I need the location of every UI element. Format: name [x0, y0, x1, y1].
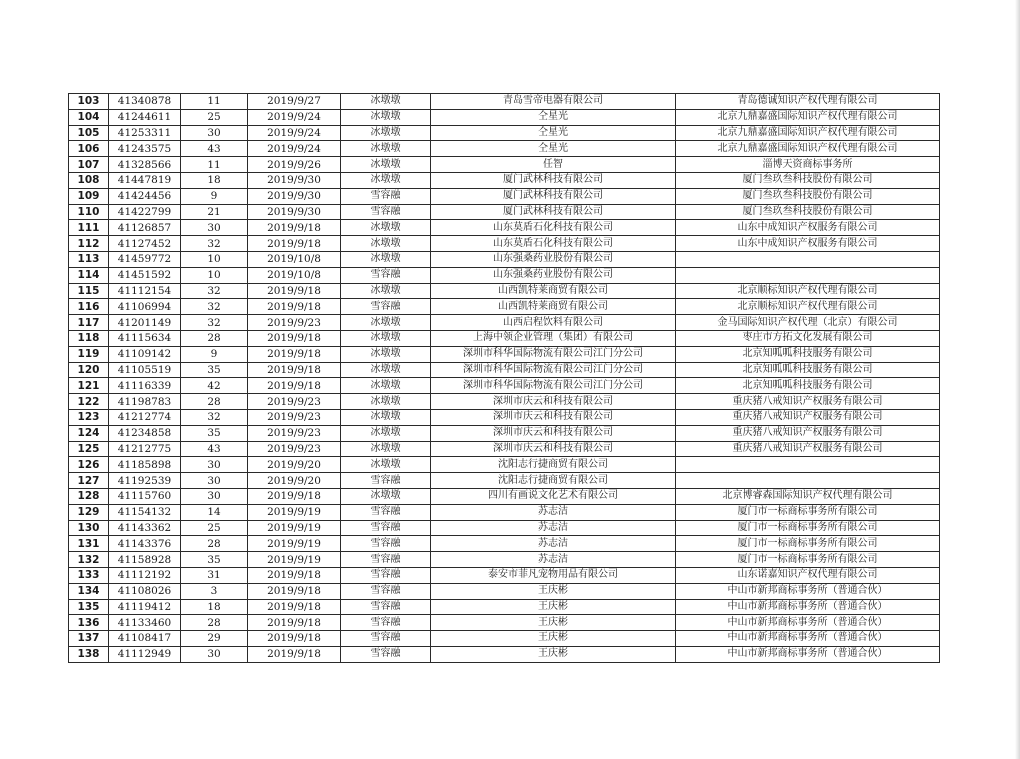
cell-applicant: 王庆彬 — [431, 599, 676, 615]
table-row — [69, 409, 940, 425]
cell-seq: 117 — [69, 315, 109, 331]
cell-registration-number: 41424456 — [109, 188, 181, 204]
cell-trademark: 雪容融 — [341, 188, 431, 204]
cell-trademark: 冰墩墩 — [341, 394, 431, 410]
cell-class: 10 — [181, 267, 248, 283]
table-row — [69, 251, 940, 267]
cell-applicant: 王庆彬 — [431, 646, 676, 662]
cell-seq: 130 — [69, 520, 109, 536]
cell-seq: 134 — [69, 583, 109, 599]
cell-registration-number: 41340878 — [109, 94, 181, 110]
cell-class: 32 — [181, 283, 248, 299]
cell-trademark: 冰墩墩 — [341, 251, 431, 267]
cell-trademark: 雪容融 — [341, 504, 431, 520]
cell-agent: 北京知呱呱科技服务有限公司 — [676, 378, 940, 394]
cell-trademark: 雪容融 — [341, 599, 431, 615]
cell-applicant: 山西凯特莱商贸有限公司 — [431, 299, 676, 315]
cell-applicant: 上海中领企业管理（集团）有限公司 — [431, 330, 676, 346]
cell-class: 30 — [181, 473, 248, 489]
cell-trademark: 冰墩墩 — [341, 457, 431, 473]
cell-applicant: 任智 — [431, 157, 676, 173]
cell-agent: 北京顺标知识产权代理有限公司 — [676, 299, 940, 315]
cell-registration-number: 41253311 — [109, 125, 181, 141]
cell-agent: 北京知呱呱科技服务有限公司 — [676, 362, 940, 378]
table-body — [69, 94, 940, 663]
cell-trademark: 冰墩墩 — [341, 488, 431, 504]
cell-seq: 108 — [69, 172, 109, 188]
cell-application-date: 2019/9/18 — [248, 299, 341, 315]
table-row — [69, 141, 940, 157]
cell-registration-number: 41459772 — [109, 251, 181, 267]
cell-class: 25 — [181, 109, 248, 125]
cell-class: 28 — [181, 330, 248, 346]
table-row — [69, 394, 940, 410]
cell-class: 30 — [181, 457, 248, 473]
cell-registration-number: 41328566 — [109, 157, 181, 173]
cell-trademark: 冰墩墩 — [341, 157, 431, 173]
cell-applicant: 深圳市科华国际物流有限公司江门分公司 — [431, 362, 676, 378]
cell-applicant: 仝星光 — [431, 141, 676, 157]
cell-seq: 127 — [69, 473, 109, 489]
cell-seq: 137 — [69, 631, 109, 647]
cell-agent: 枣庄市方拓文化发展有限公司 — [676, 330, 940, 346]
cell-application-date: 2019/9/23 — [248, 425, 341, 441]
table-row — [69, 267, 940, 283]
cell-seq: 136 — [69, 615, 109, 631]
table-row — [69, 378, 940, 394]
table-row — [69, 188, 940, 204]
table-row — [69, 315, 940, 331]
cell-registration-number: 41143362 — [109, 520, 181, 536]
cell-registration-number: 41243575 — [109, 141, 181, 157]
cell-seq: 118 — [69, 330, 109, 346]
cell-seq: 105 — [69, 125, 109, 141]
cell-agent: 厦门叁玖叁科技股份有限公司 — [676, 204, 940, 220]
cell-registration-number: 41112949 — [109, 646, 181, 662]
cell-class: 28 — [181, 615, 248, 631]
cell-seq: 121 — [69, 378, 109, 394]
cell-class: 25 — [181, 520, 248, 536]
cell-application-date: 2019/9/18 — [248, 378, 341, 394]
cell-application-date: 2019/9/20 — [248, 457, 341, 473]
cell-class: 18 — [181, 599, 248, 615]
table-row — [69, 473, 940, 489]
cell-class: 32 — [181, 315, 248, 331]
cell-applicant: 王庆彬 — [431, 615, 676, 631]
cell-class: 9 — [181, 188, 248, 204]
cell-trademark: 冰墩墩 — [341, 362, 431, 378]
cell-application-date: 2019/9/18 — [248, 346, 341, 362]
cell-seq: 113 — [69, 251, 109, 267]
cell-seq: 114 — [69, 267, 109, 283]
cell-class: 31 — [181, 567, 248, 583]
cell-agent: 重庆猪八戒知识产权服务有限公司 — [676, 394, 940, 410]
table-row — [69, 646, 940, 662]
cell-agent: 山东诺嘉知识产权代理有限公司 — [676, 567, 940, 583]
cell-applicant: 山东强桑药业股份有限公司 — [431, 267, 676, 283]
cell-agent: 北京九鼎嘉盛国际知识产权代理有限公司 — [676, 141, 940, 157]
cell-applicant: 山东莫盾石化科技有限公司 — [431, 236, 676, 252]
cell-agent: 北京博睿森国际知识产权代理有限公司 — [676, 488, 940, 504]
table-row — [69, 125, 940, 141]
cell-seq: 112 — [69, 236, 109, 252]
cell-agent: 中山市新邦商标事务所（普通合伙） — [676, 583, 940, 599]
cell-applicant: 厦门武林科技有限公司 — [431, 204, 676, 220]
cell-seq: 138 — [69, 646, 109, 662]
cell-agent: 青岛德诚知识产权代理有限公司 — [676, 94, 940, 110]
cell-registration-number: 41154132 — [109, 504, 181, 520]
cell-class: 35 — [181, 552, 248, 568]
cell-seq: 132 — [69, 552, 109, 568]
cell-application-date: 2019/9/24 — [248, 109, 341, 125]
cell-applicant: 四川有画说文化艺术有限公司 — [431, 488, 676, 504]
cell-application-date: 2019/10/8 — [248, 267, 341, 283]
cell-application-date: 2019/9/18 — [248, 330, 341, 346]
cell-agent: 中山市新邦商标事务所（普通合伙） — [676, 599, 940, 615]
cell-trademark: 冰墩墩 — [341, 236, 431, 252]
cell-trademark: 雪容融 — [341, 267, 431, 283]
cell-seq: 107 — [69, 157, 109, 173]
cell-agent: 中山市新邦商标事务所（普通合伙） — [676, 615, 940, 631]
cell-application-date: 2019/9/18 — [248, 236, 341, 252]
table-row — [69, 283, 940, 299]
cell-agent: 重庆猪八戒知识产权服务有限公司 — [676, 441, 940, 457]
cell-class: 30 — [181, 125, 248, 141]
cell-class: 18 — [181, 172, 248, 188]
cell-seq: 135 — [69, 599, 109, 615]
cell-application-date: 2019/9/23 — [248, 394, 341, 410]
cell-applicant: 王庆彬 — [431, 631, 676, 647]
cell-seq: 124 — [69, 425, 109, 441]
cell-application-date: 2019/10/8 — [248, 251, 341, 267]
cell-agent: 山东中成知识产权服务有限公司 — [676, 220, 940, 236]
cell-application-date: 2019/9/27 — [248, 94, 341, 110]
cell-trademark: 雪容融 — [341, 473, 431, 489]
cell-applicant: 沈阳志行捷商贸有限公司 — [431, 457, 676, 473]
cell-application-date: 2019/9/18 — [248, 631, 341, 647]
cell-application-date: 2019/9/19 — [248, 536, 341, 552]
cell-agent: 中山市新邦商标事务所（普通合伙） — [676, 646, 940, 662]
cell-agent: 厦门叁玖叁科技股份有限公司 — [676, 188, 940, 204]
cell-class: 35 — [181, 425, 248, 441]
cell-application-date: 2019/9/18 — [248, 362, 341, 378]
cell-trademark: 雪容融 — [341, 299, 431, 315]
cell-registration-number: 41212775 — [109, 441, 181, 457]
cell-applicant: 深圳市庆云和科技有限公司 — [431, 425, 676, 441]
table-row — [69, 346, 940, 362]
cell-agent: 重庆猪八戒知识产权服务有限公司 — [676, 409, 940, 425]
cell-class: 9 — [181, 346, 248, 362]
page-edge-shadow — [1015, 0, 1020, 759]
cell-agent — [676, 251, 940, 267]
cell-applicant: 深圳市庆云和科技有限公司 — [431, 441, 676, 457]
cell-application-date: 2019/9/18 — [248, 283, 341, 299]
cell-application-date: 2019/9/24 — [248, 125, 341, 141]
cell-applicant: 山西启程饮料有限公司 — [431, 315, 676, 331]
cell-trademark: 雪容融 — [341, 520, 431, 536]
cell-applicant: 苏志洁 — [431, 552, 676, 568]
table-row — [69, 631, 940, 647]
cell-agent: 北京九鼎嘉盛国际知识产权代理有限公司 — [676, 125, 940, 141]
cell-class: 29 — [181, 631, 248, 647]
cell-seq: 109 — [69, 188, 109, 204]
table-row — [69, 94, 940, 110]
cell-seq: 126 — [69, 457, 109, 473]
cell-applicant: 苏志洁 — [431, 520, 676, 536]
cell-class: 11 — [181, 94, 248, 110]
cell-agent: 厦门市一标商标事务所有限公司 — [676, 504, 940, 520]
table-row — [69, 504, 940, 520]
cell-registration-number: 41133460 — [109, 615, 181, 631]
cell-application-date: 2019/9/18 — [248, 583, 341, 599]
table-row — [69, 157, 940, 173]
cell-applicant: 青岛雪帝电器有限公司 — [431, 94, 676, 110]
cell-application-date: 2019/9/23 — [248, 315, 341, 331]
cell-seq: 106 — [69, 141, 109, 157]
cell-application-date: 2019/9/23 — [248, 441, 341, 457]
cell-seq: 115 — [69, 283, 109, 299]
cell-agent: 重庆猪八戒知识产权服务有限公司 — [676, 425, 940, 441]
cell-class: 21 — [181, 204, 248, 220]
table-row — [69, 330, 940, 346]
cell-applicant: 山东强桑药业股份有限公司 — [431, 251, 676, 267]
cell-trademark: 雪容融 — [341, 552, 431, 568]
cell-seq: 125 — [69, 441, 109, 457]
cell-class: 43 — [181, 441, 248, 457]
cell-agent: 山东中成知识产权服务有限公司 — [676, 236, 940, 252]
table-row — [69, 425, 940, 441]
cell-seq: 103 — [69, 94, 109, 110]
cell-seq: 119 — [69, 346, 109, 362]
trademark-table — [68, 93, 940, 663]
cell-class: 28 — [181, 394, 248, 410]
cell-registration-number: 41185898 — [109, 457, 181, 473]
cell-class: 32 — [181, 409, 248, 425]
cell-registration-number: 41106994 — [109, 299, 181, 315]
cell-agent: 厦门市一标商标事务所有限公司 — [676, 536, 940, 552]
cell-registration-number: 41112192 — [109, 567, 181, 583]
cell-registration-number: 41192539 — [109, 473, 181, 489]
cell-trademark: 雪容融 — [341, 631, 431, 647]
cell-class: 30 — [181, 646, 248, 662]
cell-registration-number: 41422799 — [109, 204, 181, 220]
cell-class: 28 — [181, 536, 248, 552]
cell-seq: 128 — [69, 488, 109, 504]
cell-trademark: 冰墩墩 — [341, 346, 431, 362]
cell-application-date: 2019/9/24 — [248, 141, 341, 157]
cell-trademark: 冰墩墩 — [341, 109, 431, 125]
cell-class: 30 — [181, 220, 248, 236]
cell-seq: 116 — [69, 299, 109, 315]
cell-class: 42 — [181, 378, 248, 394]
cell-seq: 129 — [69, 504, 109, 520]
cell-agent: 金马国际知识产权代理（北京）有限公司 — [676, 315, 940, 331]
cell-seq: 131 — [69, 536, 109, 552]
table-row — [69, 567, 940, 583]
table-row — [69, 362, 940, 378]
table-row — [69, 552, 940, 568]
cell-seq: 120 — [69, 362, 109, 378]
cell-applicant: 深圳市庆云和科技有限公司 — [431, 409, 676, 425]
cell-seq: 104 — [69, 109, 109, 125]
cell-trademark: 雪容融 — [341, 204, 431, 220]
cell-agent: 厦门市一标商标事务所有限公司 — [676, 552, 940, 568]
table-row — [69, 583, 940, 599]
cell-application-date: 2019/9/18 — [248, 567, 341, 583]
cell-class: 35 — [181, 362, 248, 378]
cell-applicant: 厦门武林科技有限公司 — [431, 172, 676, 188]
cell-applicant: 深圳市科华国际物流有限公司江门分公司 — [431, 378, 676, 394]
cell-applicant: 苏志洁 — [431, 504, 676, 520]
cell-class: 3 — [181, 583, 248, 599]
table-row — [69, 204, 940, 220]
cell-agent: 淄博天资商标事务所 — [676, 157, 940, 173]
cell-applicant: 山东莫盾石化科技有限公司 — [431, 220, 676, 236]
cell-applicant: 厦门武林科技有限公司 — [431, 188, 676, 204]
cell-registration-number: 41115634 — [109, 330, 181, 346]
cell-agent: 厦门市一标商标事务所有限公司 — [676, 520, 940, 536]
cell-trademark: 雪容融 — [341, 583, 431, 599]
cell-applicant: 王庆彬 — [431, 583, 676, 599]
cell-trademark: 雪容融 — [341, 646, 431, 662]
cell-agent — [676, 457, 940, 473]
cell-registration-number: 41126857 — [109, 220, 181, 236]
cell-trademark: 冰墩墩 — [341, 141, 431, 157]
cell-application-date: 2019/9/30 — [248, 188, 341, 204]
cell-trademark: 冰墩墩 — [341, 425, 431, 441]
cell-trademark: 冰墩墩 — [341, 125, 431, 141]
cell-applicant: 沈阳志行捷商贸有限公司 — [431, 473, 676, 489]
cell-registration-number: 41212774 — [109, 409, 181, 425]
cell-registration-number: 41105519 — [109, 362, 181, 378]
cell-trademark: 雪容融 — [341, 536, 431, 552]
cell-application-date: 2019/9/30 — [248, 204, 341, 220]
cell-applicant: 深圳市庆云和科技有限公司 — [431, 394, 676, 410]
cell-applicant: 苏志洁 — [431, 536, 676, 552]
cell-class: 11 — [181, 157, 248, 173]
cell-agent — [676, 473, 940, 489]
cell-registration-number: 41198783 — [109, 394, 181, 410]
cell-class: 32 — [181, 236, 248, 252]
cell-registration-number: 41108417 — [109, 631, 181, 647]
cell-seq: 122 — [69, 394, 109, 410]
cell-registration-number: 41116339 — [109, 378, 181, 394]
cell-application-date: 2019/9/18 — [248, 488, 341, 504]
cell-class: 10 — [181, 251, 248, 267]
cell-trademark: 冰墩墩 — [341, 220, 431, 236]
table-row — [69, 441, 940, 457]
cell-registration-number: 41115760 — [109, 488, 181, 504]
table-row — [69, 520, 940, 536]
table-row — [69, 220, 940, 236]
cell-registration-number: 41201149 — [109, 315, 181, 331]
cell-trademark: 冰墩墩 — [341, 172, 431, 188]
cell-trademark: 雪容融 — [341, 615, 431, 631]
cell-application-date: 2019/9/19 — [248, 504, 341, 520]
cell-trademark: 冰墩墩 — [341, 330, 431, 346]
cell-trademark: 冰墩墩 — [341, 441, 431, 457]
cell-trademark: 雪容融 — [341, 567, 431, 583]
cell-class: 30 — [181, 488, 248, 504]
table-row — [69, 536, 940, 552]
cell-registration-number: 41158928 — [109, 552, 181, 568]
cell-application-date: 2019/9/18 — [248, 646, 341, 662]
cell-seq: 110 — [69, 204, 109, 220]
cell-agent — [676, 267, 940, 283]
cell-trademark: 冰墩墩 — [341, 315, 431, 331]
table-row — [69, 236, 940, 252]
cell-agent: 中山市新邦商标事务所（普通合伙） — [676, 631, 940, 647]
cell-registration-number: 41451592 — [109, 267, 181, 283]
cell-registration-number: 41127452 — [109, 236, 181, 252]
cell-registration-number: 41119412 — [109, 599, 181, 615]
cell-registration-number: 41447819 — [109, 172, 181, 188]
cell-application-date: 2019/9/19 — [248, 552, 341, 568]
table-row — [69, 299, 940, 315]
table-row — [69, 488, 940, 504]
cell-application-date: 2019/9/20 — [248, 473, 341, 489]
cell-application-date: 2019/9/18 — [248, 220, 341, 236]
cell-class: 43 — [181, 141, 248, 157]
cell-agent: 北京知呱呱科技服务有限公司 — [676, 346, 940, 362]
cell-trademark: 冰墩墩 — [341, 283, 431, 299]
cell-registration-number: 41108026 — [109, 583, 181, 599]
cell-application-date: 2019/9/18 — [248, 615, 341, 631]
cell-registration-number: 41234858 — [109, 425, 181, 441]
table-row — [69, 615, 940, 631]
cell-trademark: 冰墩墩 — [341, 378, 431, 394]
cell-applicant: 仝星光 — [431, 125, 676, 141]
cell-registration-number: 41244611 — [109, 109, 181, 125]
cell-application-date: 2019/9/26 — [248, 157, 341, 173]
cell-agent: 厦门叁玖叁科技股份有限公司 — [676, 172, 940, 188]
cell-seq: 111 — [69, 220, 109, 236]
table-row — [69, 172, 940, 188]
cell-seq: 123 — [69, 409, 109, 425]
cell-agent: 北京九鼎嘉盛国际知识产权代理有限公司 — [676, 109, 940, 125]
cell-applicant: 仝星光 — [431, 109, 676, 125]
cell-applicant: 山西凯特莱商贸有限公司 — [431, 283, 676, 299]
cell-trademark: 冰墩墩 — [341, 94, 431, 110]
cell-registration-number: 41143376 — [109, 536, 181, 552]
table-row — [69, 457, 940, 473]
cell-registration-number: 41109142 — [109, 346, 181, 362]
cell-application-date: 2019/9/23 — [248, 409, 341, 425]
cell-application-date: 2019/9/18 — [248, 599, 341, 615]
cell-applicant: 泰安市菲凡宠物用品有限公司 — [431, 567, 676, 583]
cell-registration-number: 41112154 — [109, 283, 181, 299]
cell-agent: 北京顺标知识产权代理有限公司 — [676, 283, 940, 299]
cell-application-date: 2019/9/30 — [248, 172, 341, 188]
cell-applicant: 深圳市科华国际物流有限公司江门分公司 — [431, 346, 676, 362]
cell-class: 14 — [181, 504, 248, 520]
cell-seq: 133 — [69, 567, 109, 583]
cell-class: 32 — [181, 299, 248, 315]
cell-application-date: 2019/9/19 — [248, 520, 341, 536]
table-row — [69, 109, 940, 125]
table-row — [69, 599, 940, 615]
cell-trademark: 冰墩墩 — [341, 409, 431, 425]
